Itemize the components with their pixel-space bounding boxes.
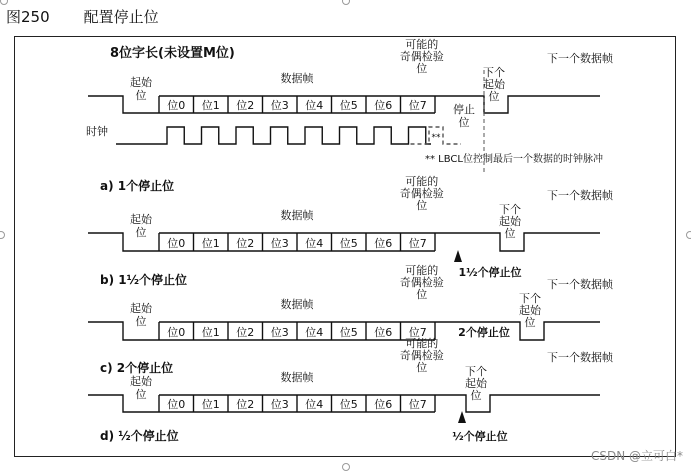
case-b-start-bit-label-line-2: 位	[135, 226, 147, 239]
case-d-data-frame-label: 数据帧	[280, 371, 314, 384]
case-d-stop-and-next-start	[435, 395, 600, 412]
case-d-bit-7-label: 位7	[408, 398, 427, 411]
case-d-stop-arrow	[458, 411, 466, 423]
case-d-bit-4-label: 位4	[305, 398, 324, 411]
case-a-caption: a) 1个停止位	[100, 179, 175, 193]
case-c-bit-2-label: 位2	[236, 326, 255, 339]
case-d-start-bit-label-line-1: 起始	[130, 375, 152, 388]
case-a-parity-label-line-1: 可能的	[405, 38, 439, 51]
case-c-bit-0-label: 位0	[167, 326, 186, 339]
case-b-next-frame-label: 下一个数据帧	[547, 189, 613, 202]
case-c-bit-1-label: 位1	[201, 326, 220, 339]
case-a-bit-2-label: 位2	[236, 99, 255, 112]
case-d-parity-label-line-2: 奇偶检验	[399, 349, 444, 362]
case-d-parity-label-line-1: 可能的	[405, 337, 439, 350]
case-d-next-start-label-line-3: 位	[470, 389, 482, 402]
case-c-parity-label-line-3: 位	[416, 288, 428, 301]
case-d-bit-1-label: 位1	[201, 398, 220, 411]
case-c-bit-4-label: 位4	[305, 326, 324, 339]
case-c-parity-label-line-1: 可能的	[405, 264, 439, 277]
case-c-parity-label-line-2: 奇偶检验	[399, 276, 444, 289]
case-d-next-frame-label: 下一个数据帧	[547, 351, 613, 364]
case-b-start-bit-label-line-1: 起始	[130, 213, 152, 226]
case-b-start-transition	[88, 233, 159, 251]
case-a-data-frame-label: 数据帧	[280, 72, 314, 85]
diagram-title: 8位字长(未设置M位)	[110, 46, 235, 61]
case-c-next-start-label-line-3: 位	[524, 316, 536, 329]
case-a-bit-0-label: 位0	[167, 99, 186, 112]
case-b-caption: b) 1½个停止位	[100, 273, 188, 287]
case-b-parity-label-line-2: 奇偶检验	[399, 187, 444, 200]
case-a-next-start-label-line-3: 位	[488, 90, 500, 103]
case-a-bit-3-label: 位3	[270, 99, 289, 112]
case-a-bit-1-label: 位1	[201, 99, 220, 112]
case-a-start-transition	[88, 96, 159, 113]
case-c-next-start-label-line-1: 下个	[519, 292, 541, 305]
case-b-bit-2-label: 位2	[236, 237, 255, 250]
case-a-bit-7-label: 位7	[408, 99, 427, 112]
case-d-bit-3-label: 位3	[270, 398, 289, 411]
case-d-parity-label-line-3: 位	[416, 361, 428, 374]
watermark: CSDN @立可白*	[590, 449, 683, 463]
case-a-parity-label-line-3: 位	[416, 62, 428, 75]
lbcl-note: ** LBCL位控制最后一个数据的时钟脉冲	[425, 154, 603, 165]
case-c-data-frame-label: 数据帧	[280, 298, 314, 311]
case-c-bit-7-label: 位7	[408, 326, 427, 339]
case-c-bit-5-label: 位5	[339, 326, 358, 339]
case-d-start-transition	[88, 395, 159, 412]
case-a-stop-bit-label-line-2: 位	[458, 116, 470, 129]
case-d-bit-5-label: 位5	[339, 398, 358, 411]
case-d-bit-2-label: 位2	[236, 398, 255, 411]
case-b-bit-0-label: 位0	[167, 237, 186, 250]
case-d-bit-0-label: 位0	[167, 398, 186, 411]
case-d-next-start-label-line-1: 下个	[465, 365, 487, 378]
case-d-stop-label: ½个停止位	[452, 430, 508, 443]
case-a-bit-4-label: 位4	[305, 99, 324, 112]
case-b-data-frame-label: 数据帧	[280, 209, 314, 222]
case-b-bit-7-label: 位7	[408, 237, 427, 250]
case-b-next-start-label-line-1: 下个	[499, 203, 521, 216]
case-a-start-bit-label-line-2: 位	[135, 89, 147, 102]
case-b-bit-4-label: 位4	[305, 237, 324, 250]
case-a-parity-label-line-2: 奇偶检验	[399, 50, 444, 63]
case-c-caption: c) 2个停止位	[100, 361, 174, 375]
case-d-caption: d) ½个停止位	[100, 429, 179, 443]
case-c-start-transition	[88, 322, 159, 340]
case-b-parity-label-line-1: 可能的	[405, 175, 439, 188]
case-c-next-start-label-line-2: 起始	[519, 304, 541, 317]
case-b-bit-5-label: 位5	[339, 237, 358, 250]
case-a-start-bit-label-line-1: 起始	[130, 76, 152, 89]
case-b-stop-arrow	[454, 250, 462, 262]
case-d-next-start-label-line-2: 起始	[465, 377, 487, 390]
figure-number: 图250	[6, 8, 50, 26]
clock-signal	[116, 127, 431, 144]
case-b-stop-and-next-start	[435, 233, 600, 251]
case-b-bit-3-label: 位3	[270, 237, 289, 250]
case-c-start-bit-label-line-2: 位	[135, 315, 147, 328]
lbcl-marker: **	[431, 133, 441, 143]
case-a-next-start-label-line-1: 下个	[483, 66, 505, 79]
case-b-next-start-label-line-3: 位	[504, 227, 516, 240]
case-c-bit-6-label: 位6	[374, 326, 393, 339]
case-b-stop-label: 1½个停止位	[458, 266, 522, 279]
case-d-start-bit-label-line-2: 位	[135, 388, 147, 401]
case-c-bit-3-label: 位3	[270, 326, 289, 339]
case-a-bit-5-label: 位5	[339, 99, 358, 112]
case-d-bit-6-label: 位6	[374, 398, 393, 411]
case-b-next-start-label-line-2: 起始	[499, 215, 521, 228]
clock-label: 时钟	[86, 125, 108, 138]
case-a-stop-bit-label-line-1: 停止	[453, 103, 475, 116]
case-b-bit-1-label: 位1	[201, 237, 220, 250]
case-c-stop-label: 2个停止位	[458, 326, 510, 339]
case-a-next-frame-label: 下一个数据帧	[547, 52, 613, 65]
case-c-start-bit-label-line-1: 起始	[130, 302, 152, 315]
case-c-next-frame-label: 下一个数据帧	[547, 278, 613, 291]
case-b-bit-6-label: 位6	[374, 237, 393, 250]
case-a-next-start-label-line-2: 起始	[483, 78, 505, 91]
case-b-parity-label-line-3: 位	[416, 199, 428, 212]
case-a-bit-6-label: 位6	[374, 99, 393, 112]
figure-title: 配置停止位	[83, 8, 159, 26]
